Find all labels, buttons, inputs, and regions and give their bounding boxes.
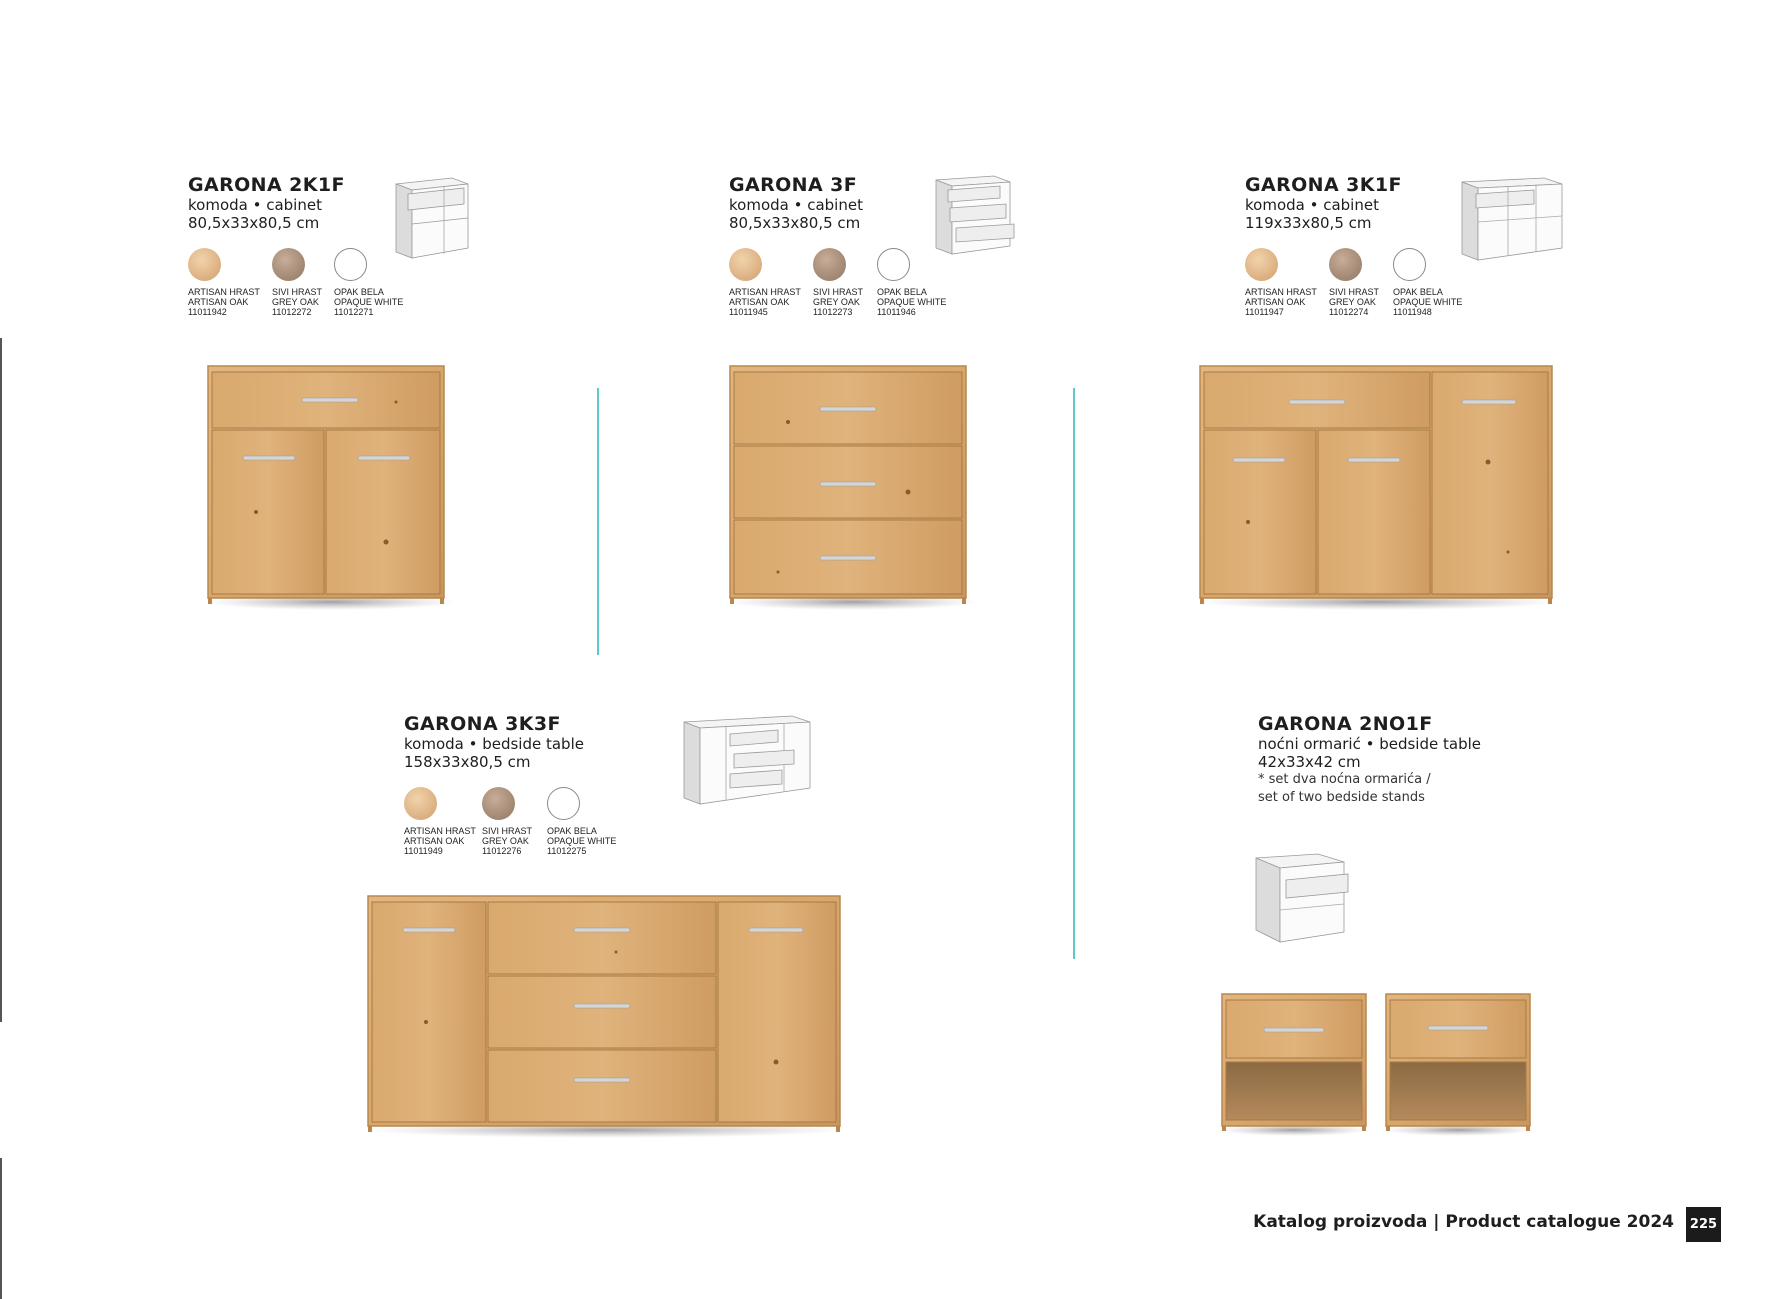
swatch-name-local: OPAK BELA [334,287,384,297]
swatch-name-local: SIVI HRAST [813,287,864,297]
swatch-code: 11011948 [1393,307,1432,317]
product-title: GARONA 3K3F [404,713,561,735]
swatch-circle [334,248,367,281]
color-swatches [729,248,961,317]
swatch-code: 11011947 [1245,307,1284,317]
page-edge-mark [0,1158,2,1299]
swatch-code: 11012271 [334,307,374,317]
swatch-code: 11011946 [877,307,916,317]
diagram-2k1f-open [394,174,474,260]
swatch-name-en: ARTISAN OAK [1245,297,1306,307]
swatch-artisan-oak [404,787,478,856]
product-dimensions: 80,5x33x80,5 cm [188,214,320,232]
swatch-grey-oak [272,248,330,317]
swatch-name-local: SIVI HRAST [1329,287,1380,297]
swatch-name-en: ARTISAN OAK [188,297,249,307]
swatch-grey-oak [1329,248,1389,317]
product-garona-2no1f [1258,713,1481,807]
swatch-name-en: ARTISAN OAK [729,297,790,307]
swatch-opaque-white [547,787,627,856]
swatch-circle [1245,248,1278,281]
swatch-artisan-oak [188,248,268,317]
swatch-artisan-oak [1245,248,1325,317]
swatch-circle [877,248,910,281]
swatch-name-local: OPAK BELA [1393,287,1443,297]
swatch-name-en: GREY OAK [272,297,319,307]
product-dimensions: 80,5x33x80,5 cm [729,214,861,232]
product-dimensions: 42x33x42 cm [1258,753,1361,771]
swatch-name-local: ARTISAN HRAST [188,287,260,297]
diagram-3k1f-open [1460,174,1566,264]
swatch-name-en: GREY OAK [813,297,860,307]
swatch-code: 11012276 [482,846,522,856]
diagram-3k3f-open [682,712,814,808]
swatch-opaque-white [877,248,957,317]
swatch-code: 11011945 [729,307,768,317]
catalog-footer: Katalog proizvoda | Product catalogue 2024 [1253,1212,1674,1232]
swatch-circle [813,248,846,281]
swatch-code: 11011949 [404,846,443,856]
product-note: set of two bedside stands [1258,790,1425,805]
swatch-grey-oak [482,787,543,856]
swatch-name-local: ARTISAN HRAST [1245,287,1317,297]
swatch-name-local: SIVI HRAST [272,287,323,297]
product-dimensions: 119x33x80,5 cm [1245,214,1372,232]
swatch-circle [1329,248,1362,281]
swatch-circle [729,248,762,281]
product-type: komoda • cabinet [729,196,863,214]
page-edge-mark [0,338,2,1022]
swatch-code: 11012272 [272,307,312,317]
swatch-code: 11012275 [547,846,587,856]
product-title: GARONA 3F [729,174,858,196]
swatch-circle [547,787,580,820]
image-garona-2no1f-right [1378,990,1538,1138]
swatch-name-en: ARTISAN OAK [404,836,465,846]
product-title: GARONA 2K1F [188,174,345,196]
image-garona-3f [718,362,988,612]
product-type: noćni ormarić • bedside table [1258,735,1481,753]
color-swatches [188,248,418,317]
swatch-name-en: OPAQUE WHITE [334,297,404,307]
product-dimensions: 158x33x80,5 cm [404,753,531,771]
swatch-name-local: OPAK BELA [547,826,597,836]
product-type: komoda • bedside table [404,735,584,753]
product-note: * set dva noćna ormarića / [1258,772,1431,787]
image-garona-3k1f [1188,362,1568,612]
swatch-name-en: GREY OAK [482,836,529,846]
column-separator [1073,388,1075,959]
product-garona-2k1f [188,174,418,317]
swatch-code: 11011942 [188,307,227,317]
image-garona-3k3f [356,892,856,1140]
product-type: komoda • cabinet [188,196,322,214]
swatch-circle [188,248,221,281]
color-swatches [1245,248,1477,317]
diagram-2no1f-open [1254,852,1350,944]
swatch-circle [482,787,515,820]
swatch-name-en: OPAQUE WHITE [877,297,947,307]
product-title: GARONA 2NO1F [1258,713,1433,735]
swatch-code: 11012273 [813,307,853,317]
swatch-circle [404,787,437,820]
color-swatches [404,787,631,856]
page-number: 225 [1686,1207,1721,1242]
swatch-artisan-oak [729,248,809,317]
swatch-code: 11012274 [1329,307,1369,317]
swatch-name-local: ARTISAN HRAST [729,287,801,297]
diagram-3f-open [934,172,1016,256]
swatch-name-local: OPAK BELA [877,287,927,297]
product-type: komoda • cabinet [1245,196,1379,214]
swatch-name-local: ARTISAN HRAST [404,826,476,836]
product-garona-3f [729,174,961,317]
swatch-grey-oak [813,248,873,317]
column-separator [597,388,599,655]
swatch-circle [272,248,305,281]
swatch-name-en: OPAQUE WHITE [547,836,617,846]
product-title: GARONA 3K1F [1245,174,1402,196]
product-garona-3k3f [404,713,631,856]
swatch-name-local: SIVI HRAST [482,826,533,836]
image-garona-2k1f [196,362,466,612]
product-garona-3k1f [1245,174,1477,317]
swatch-circle [1393,248,1426,281]
swatch-name-en: GREY OAK [1329,297,1376,307]
image-garona-2no1f-left [1214,990,1374,1138]
swatch-name-en: OPAQUE WHITE [1393,297,1463,307]
